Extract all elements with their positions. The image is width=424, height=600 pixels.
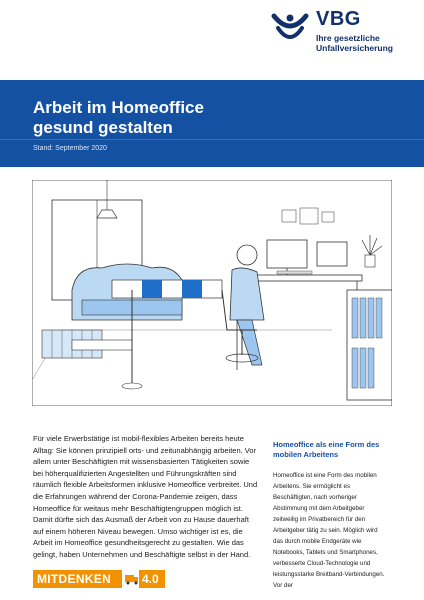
- logo-brand: VBG: [316, 8, 361, 30]
- vbg-logo-icon: [270, 10, 310, 50]
- sidebar-text: Homeoffice ist eine Form des mobilen Arbeitens. Sie ermöglicht es Beschäftigten, nach vorheriger Abstimmung mit dem Arbeitgeber zeitweilig im Privatbereich für den Arbeitgeber tätig zu sein. Möglich wird das durch mobile Endgeräte wie Notebooks, Tablets und Smartphones, verbesserte Cloud-Technologie und leistungsstarke Breitband-Verbindungen. Vor der: [273, 472, 385, 589]
- mitdenken-box: [33, 570, 122, 588]
- mitdenken-label: MITDENKEN: [37, 572, 112, 586]
- vbg-logo: [270, 8, 410, 68]
- home-office-illustration: [32, 180, 392, 406]
- intro-paragraph: Für viele Erwerbstätige ist mobil-flexibles Arbeiten bereits heute Alltag: Sie können prinzipiell orts- und zeitunabhängig arbeiten. Vor allem unter Beschäftigten mit wissensbasierten Tätigkeiten sowie bei höherqualifizierten Angestellten und Führungskräften sind räumlich flexible Arbeitsformen inklusive Homeoffice verbreitet. Und die Erfahrungen während der Corona-Pandemie zeigen, dass Homeoffice für weitaus mehr Beschäftigtengruppen möglich ist. Damit dürfte sich das Ausmaß der Arbeit von zu Hause dauerhaft auf einem höheren Niveau bewegen. Umso wichtiger ist es, die Arbeit im Homeoffice gesundheitsgerecht zu gestalten. Wie das gelingt, haben Unternehmen und Beschäftigte selbst in der Hand.: [33, 434, 258, 559]
- page-title: Arbeit im Homeoffice gesund gestalten: [33, 98, 204, 137]
- date-bar: [0, 139, 424, 167]
- mitdenken-badge: [33, 570, 159, 588]
- publication-date: Stand: September 2020: [33, 145, 107, 152]
- truck-icon: [125, 573, 139, 585]
- sidebar-heading: Homeoffice als eine Form des mobilen Arbeitens: [273, 440, 380, 459]
- version-box: [139, 570, 165, 588]
- logo-subtitle: Ihre gesetzliche Unfallversicherung: [316, 33, 393, 53]
- version-label: 4.0: [142, 572, 159, 586]
